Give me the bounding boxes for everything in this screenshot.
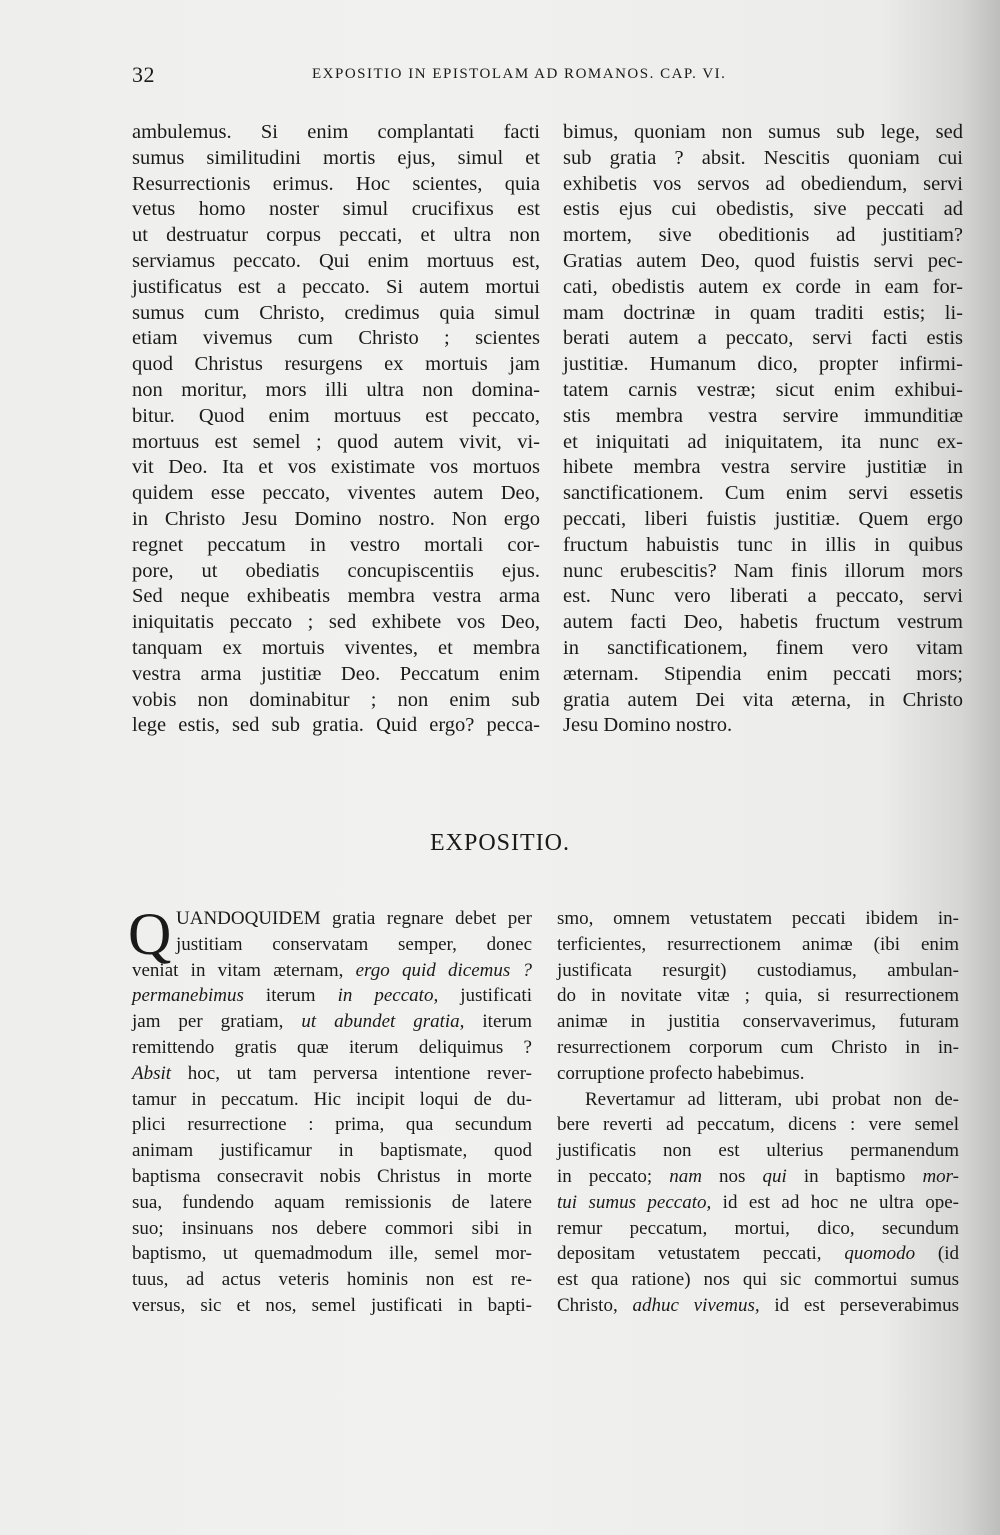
text-line: mortuus est semel ; quod autem vivit, vi- xyxy=(132,430,540,453)
text-line: mortem, sive obeditionis ad justitiam? xyxy=(563,224,963,247)
text-line: bimus, quoniam non sumus sub lege, sed xyxy=(563,121,963,143)
commentary-line: jam per gratiam, ut abundet gratia, iterum xyxy=(132,1011,532,1033)
commentary-right-column xyxy=(557,906,959,1319)
text-line: gratia autem Dei vita æterna, in Christo xyxy=(563,688,963,711)
commentary-line: suo; insinuans nos debere commori sibi in xyxy=(132,1217,532,1239)
text-line: Sed neque exhibeatis membra vestra arma xyxy=(132,585,540,608)
commentary-line: bere reverti ad peccatum, dicens : vere semel xyxy=(557,1114,959,1136)
text-line: autem facti Deo, habetis fructum vestrum xyxy=(563,611,963,634)
text-line: vetus homo noster simul crucifixus est xyxy=(132,198,540,221)
commentary-line: corruptione profecto habebimus. xyxy=(557,1062,805,1084)
text-line: serviamus peccato. Qui enim mortuus est, xyxy=(132,249,540,272)
page-number: 32 xyxy=(132,62,155,87)
commentary-line: animam justificamur in baptismate, quod xyxy=(132,1140,532,1162)
text-line: Jesu Domino nostro. xyxy=(563,714,733,737)
text-line: vobis non dominabitur ; non enim sub xyxy=(132,688,540,711)
text-line: regnet peccatum in vestro mortali cor- xyxy=(132,533,540,556)
text-line: stis membra vestra servire immunditiæ xyxy=(563,404,963,427)
commentary-line: justitiam conservatam semper, donec xyxy=(176,933,532,955)
text-line: æternam. Stipendia enim peccati mors; xyxy=(563,662,963,685)
commentary-line: remur peccatum, mortui, dico, secundum xyxy=(557,1217,959,1239)
text-line: tanquam ex mortuis viventes, et membra xyxy=(132,636,540,659)
commentary-line: tamur in peccatum. Hic incipit loqui de du- xyxy=(132,1088,532,1110)
commentary-line: depositam vetustatem peccati, quomodo (id xyxy=(557,1243,960,1265)
scripture-right-column xyxy=(563,120,963,739)
commentary-line: terficientes, resurrectionem animæ (ibi enim xyxy=(557,933,959,955)
text-line: nunc erubescitis? Nam finis illorum mors xyxy=(563,559,963,582)
text-line: cati, obedistis autem ex corde in eam for- xyxy=(563,275,963,298)
commentary-line: tui sumus peccato, id est ad hoc ne ultra ope- xyxy=(557,1191,959,1213)
running-head xyxy=(132,62,962,92)
text-line: lege estis, sed sub gratia. Quid ergo? pecca- xyxy=(132,714,540,737)
commentary-line: tuus, ad actus veteris hominis non est re- xyxy=(132,1269,532,1291)
text-line: iniquitatis peccato ; sed exhibete vos Deo, xyxy=(132,611,540,634)
text-line: sumus cum Christo, credimus quia simul xyxy=(132,301,540,324)
text-line: hibete membra vestra servire justitiæ in xyxy=(563,456,963,479)
scripture-left-column xyxy=(132,120,540,739)
drop-cap: Q xyxy=(128,901,172,967)
text-line: non moritur, mors illi ultra non domina- xyxy=(132,378,540,401)
text-line: est. Nunc vero liberati a peccato, servi xyxy=(563,585,963,608)
text-line: sanctificationem. Cum enim servi essetis xyxy=(563,482,963,505)
commentary-line: remittendo gratis quæ iterum deliquimus ? xyxy=(132,1036,532,1058)
commentary-line: UANDOQUIDEM gratia regnare debet per xyxy=(176,908,532,929)
text-line: et iniquitati ad iniquitatem, ita nunc ex- xyxy=(563,430,963,453)
text-line: justitiæ. Humanum dico, propter infirmi- xyxy=(563,353,963,376)
text-line: justificatus est a peccato. Si autem mortui xyxy=(132,275,540,298)
commentary-line: Christo, adhuc vivemus, id est perseverabimus xyxy=(557,1294,959,1316)
text-line: tatem carnis vestræ; sicut enim exhibui- xyxy=(563,378,963,401)
commentary-left-column xyxy=(128,901,532,1319)
text-line: in Christo Jesu Domino nostro. Non ergo xyxy=(132,507,540,530)
text-line: sumus similitudini mortis ejus, simul et xyxy=(132,146,540,169)
running-title: EXPOSITIO IN EPISTOLAM AD ROMANOS. CAP. VI. xyxy=(312,66,727,82)
text-line: ambulemus. Si enim complantati facti xyxy=(132,121,540,143)
commentary-line: plici resurrectione : prima, qua secundum xyxy=(132,1114,532,1136)
text-line: vit Deo. Ita et vos existimate vos mortuos xyxy=(132,456,540,479)
section-heading: EXPOSITIO. xyxy=(430,830,570,856)
commentary-line: sua, fundendo aquam remissionis de latere xyxy=(132,1191,532,1213)
text-line: berati autem a peccato, servi facti estis xyxy=(563,327,963,350)
commentary-line: baptisma consecravit nobis Christus in morte xyxy=(132,1165,532,1187)
text-line: Resurrectionis erimus. Hoc scientes, quia xyxy=(132,172,540,195)
text-line: sub gratia ? absit. Nescitis quoniam cui xyxy=(563,146,963,169)
text-line: estis ejus cui obedistis, sive peccati ad xyxy=(563,198,963,221)
text-line: quidem esse peccato, viventes autem Deo, xyxy=(132,482,540,505)
text-line: ut destruatur corpus peccati, et ultra non xyxy=(132,224,540,247)
commentary-line: Revertamur ad litteram, ubi probat non de- xyxy=(585,1088,959,1110)
commentary-line: resurrectionem corporum cum Christo in in- xyxy=(557,1036,959,1058)
text-line: pore, ut obediatis concupiscentiis ejus. xyxy=(132,559,540,582)
text-line: in sanctificationem, finem vero vitam xyxy=(563,636,963,659)
commentary-line: versus, sic et nos, semel justificati in bapti- xyxy=(132,1294,532,1316)
commentary-line: animæ in justitia conservaverimus, futuram xyxy=(557,1011,959,1033)
text-line: vestra arma justitiæ Deo. Peccatum enim xyxy=(132,662,540,685)
commentary-line: veniat in vitam æternam, ergo quid dicemus ? xyxy=(132,959,532,981)
text-line: fructum habuistis tunc in illis in quibus xyxy=(563,533,963,556)
text-line: quod Christus resurgens ex mortuis jam xyxy=(132,353,540,376)
text-line: bitur. Quod enim mortuus est peccato, xyxy=(132,404,540,427)
commentary-line: Absit hoc, ut tam perversa intentione rever- xyxy=(132,1062,532,1084)
commentary-line: permanebimus iterum in peccato, justificati xyxy=(132,985,532,1007)
commentary-line: smo, omnem vetustatem peccati ibidem in- xyxy=(557,908,959,929)
commentary-line: justificatis non est ulterius permanendum xyxy=(557,1140,959,1162)
commentary-line: baptismo, ut quemadmodum ille, semel mor- xyxy=(132,1243,532,1265)
text-line: Gratias autem Deo, quod fuistis servi pec- xyxy=(563,249,963,272)
commentary-line: justificata resurgit) custodiamus, ambulan- xyxy=(557,959,959,981)
commentary-line: do in novitate vitæ ; quia, si resurrectionem xyxy=(557,985,959,1007)
text-line: mam doctrinæ in quam traditi estis; li- xyxy=(563,301,963,324)
text-line: etiam vivemus cum Christo ; scientes xyxy=(132,327,540,350)
text-line: exhibetis vos servos ad obediendum, servi xyxy=(563,172,963,195)
commentary-line: est qua ratione) nos qui sic commortui sumus xyxy=(557,1269,959,1291)
commentary-line: in peccato; nam nos qui in baptismo mor- xyxy=(557,1165,959,1187)
text-line: peccati, liberi fuistis justitiæ. Quem ergo xyxy=(563,507,963,530)
